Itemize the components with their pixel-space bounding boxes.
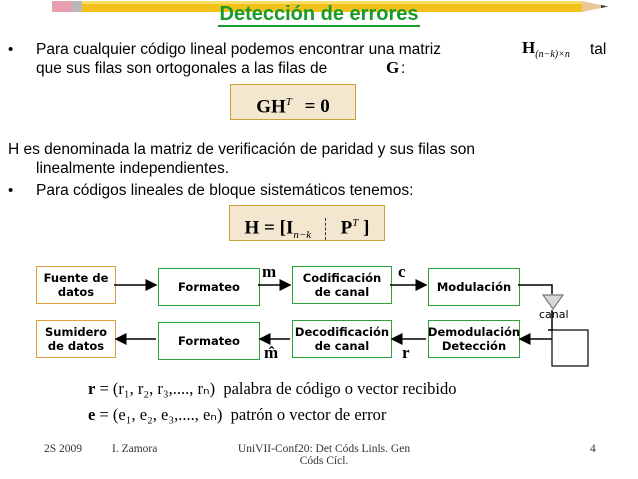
slide-title: Detección de errores	[219, 3, 419, 25]
matrix-H-dims: $H_{(n-k)\times n}$	[522, 38, 570, 61]
bullet1-line2: que sus filas son ortogonales a las filas de	[36, 60, 328, 77]
formula-e: e = (e₁, e₂, e₃,...., eₙ) patrón o vector de error	[88, 405, 387, 424]
block-modulation: Modulación	[428, 268, 520, 306]
block-decoding: Decodificación de canal	[292, 320, 392, 358]
equation-orthogonality: $GH^T = 0$	[230, 84, 356, 120]
block-format-top: Formateo	[158, 268, 260, 306]
block-source: Fuente de datos	[36, 266, 116, 304]
footer-author: I. Zamora	[112, 443, 158, 455]
block-sink: Sumidero de datos	[36, 320, 116, 358]
signal-mhat: m̂	[264, 343, 279, 362]
para-line1: H es denominada la matriz de verificación de paridad y sus filas son	[8, 141, 475, 158]
signal-c: c	[398, 262, 406, 281]
bullet2-text: Para códigos lineales de bloque sistemáticos tenemos:	[36, 182, 414, 199]
footer-page-number: 4	[590, 443, 596, 455]
bullet1-tail: tal	[590, 41, 607, 58]
signal-m: m	[262, 262, 277, 281]
signal-r: r	[402, 343, 410, 362]
block-coding: Codificación de canal	[292, 266, 392, 304]
block-format-bottom: Formateo	[158, 322, 260, 360]
footer-date: 2S 2009	[44, 443, 83, 455]
bullet-dot: •	[8, 41, 14, 58]
bullet1-line1: Para cualquier código lineal podemos encontrar una matriz	[36, 41, 441, 58]
para-line2: linealmente independientes.	[36, 160, 230, 177]
matrix-G: G	[386, 58, 400, 77]
equation-systematic: $H = [I_{n-k}$ $P^T$ ]	[229, 205, 385, 241]
bullet1-colon: :	[401, 60, 406, 77]
formula-r: r = (r₁, r₂, r₃,...., rₙ) palabra de código o vector recibido	[88, 379, 457, 398]
channel-label: canal	[539, 308, 569, 321]
footer-course: UniVII-Conf20: Det Códs Linls. Gen Códs Cícl.	[237, 443, 411, 467]
block-demodulation: Demodulación Detección	[428, 320, 520, 358]
bullet-dot: •	[8, 182, 14, 199]
